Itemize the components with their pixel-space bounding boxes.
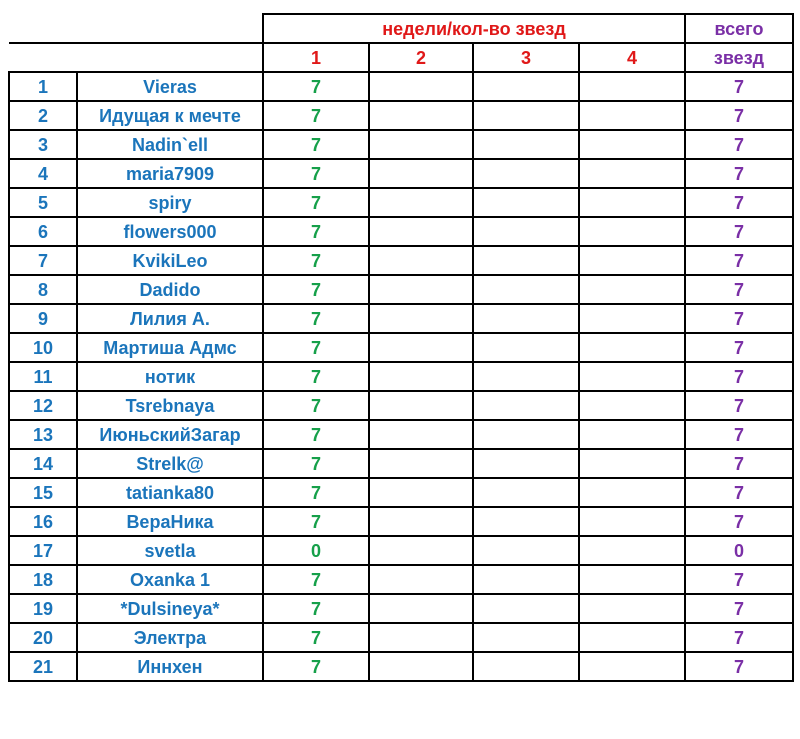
row-number: 17 (9, 536, 77, 565)
week-stars-cell (369, 565, 473, 594)
participant-name: нотик (77, 362, 263, 391)
table-row (9, 217, 793, 246)
week-stars-cell (579, 130, 685, 159)
week-stars-cell (369, 420, 473, 449)
week-stars-cell: 7 (263, 362, 369, 391)
total-stars-cell: 0 (685, 536, 793, 565)
table-row (9, 565, 793, 594)
week-stars-cell (369, 275, 473, 304)
week-stars-cell (473, 536, 579, 565)
week-stars-cell (579, 594, 685, 623)
week-stars-cell (473, 333, 579, 362)
row-number: 21 (9, 652, 77, 681)
total-stars-cell: 7 (685, 623, 793, 652)
participant-name: Мартиша Адмс (77, 333, 263, 362)
header-row-2 (9, 43, 793, 72)
table-row (9, 72, 793, 101)
week-stars-cell (473, 246, 579, 275)
table-row (9, 130, 793, 159)
table-row (9, 188, 793, 217)
row-number: 2 (9, 101, 77, 130)
table-row (9, 420, 793, 449)
participant-name: Strelk@ (77, 449, 263, 478)
row-number: 18 (9, 565, 77, 594)
table-row (9, 304, 793, 333)
participant-name: KvikiLeo (77, 246, 263, 275)
week-stars-cell: 7 (263, 623, 369, 652)
participant-name: maria7909 (77, 159, 263, 188)
total-stars-cell: 7 (685, 478, 793, 507)
table-row (9, 159, 793, 188)
week-stars-cell (579, 159, 685, 188)
total-stars-cell: 7 (685, 449, 793, 478)
week-stars-cell (579, 536, 685, 565)
total-stars-cell: 7 (685, 130, 793, 159)
total-stars-cell: 7 (685, 217, 793, 246)
week-stars-cell (369, 623, 473, 652)
week-stars-cell (473, 130, 579, 159)
week-stars-cell (369, 72, 473, 101)
table-row (9, 391, 793, 420)
week-stars-cell: 7 (263, 333, 369, 362)
row-number: 20 (9, 623, 77, 652)
week-stars-cell: 7 (263, 449, 369, 478)
week-stars-cell (369, 333, 473, 362)
participant-name: Nadin`ell (77, 130, 263, 159)
week-stars-cell (579, 420, 685, 449)
participant-name: Tsrebnaya (77, 391, 263, 420)
week-stars-cell (473, 391, 579, 420)
table-row (9, 362, 793, 391)
week-stars-cell (369, 507, 473, 536)
total-stars-cell: 7 (685, 594, 793, 623)
weeks-header: недели/кол-во звезд (263, 14, 685, 43)
week-stars-cell (369, 449, 473, 478)
week-stars-cell (369, 536, 473, 565)
week-stars-cell (369, 101, 473, 130)
week-stars-cell (473, 652, 579, 681)
week-stars-cell (579, 246, 685, 275)
week-stars-cell (579, 391, 685, 420)
week-stars-cell (473, 449, 579, 478)
week-number-header: 4 (579, 43, 685, 72)
week-stars-cell (369, 188, 473, 217)
participant-name: Dadido (77, 275, 263, 304)
total-stars-cell: 7 (685, 101, 793, 130)
participant-name: ВераНика (77, 507, 263, 536)
row-number: 4 (9, 159, 77, 188)
week-number-header: 1 (263, 43, 369, 72)
stars-table (8, 13, 794, 682)
week-stars-cell (579, 275, 685, 304)
participant-name: Лилия А. (77, 304, 263, 333)
week-stars-cell (473, 217, 579, 246)
week-stars-cell (369, 246, 473, 275)
total-stars-cell: 7 (685, 420, 793, 449)
week-stars-cell: 7 (263, 420, 369, 449)
week-stars-cell (369, 478, 473, 507)
total-stars-cell: 7 (685, 565, 793, 594)
week-stars-cell: 7 (263, 304, 369, 333)
week-stars-cell (473, 565, 579, 594)
week-stars-cell (579, 333, 685, 362)
row-number: 16 (9, 507, 77, 536)
blank-cell (9, 14, 77, 43)
week-stars-cell (579, 188, 685, 217)
week-stars-cell (473, 507, 579, 536)
week-stars-cell: 7 (263, 130, 369, 159)
blank-cell (77, 43, 263, 72)
week-stars-cell (473, 594, 579, 623)
row-number: 11 (9, 362, 77, 391)
table-row (9, 507, 793, 536)
week-stars-cell (369, 304, 473, 333)
table-row (9, 478, 793, 507)
week-stars-cell: 7 (263, 101, 369, 130)
row-number: 1 (9, 72, 77, 101)
participant-name: Электра (77, 623, 263, 652)
row-number: 8 (9, 275, 77, 304)
week-stars-cell: 7 (263, 159, 369, 188)
week-stars-cell (579, 449, 685, 478)
participant-name: spiry (77, 188, 263, 217)
week-stars-cell (579, 507, 685, 536)
week-stars-cell (473, 159, 579, 188)
total-stars-cell: 7 (685, 72, 793, 101)
week-stars-cell (473, 188, 579, 217)
week-stars-cell (369, 362, 473, 391)
week-stars-cell: 7 (263, 275, 369, 304)
table-row (9, 652, 793, 681)
table-row (9, 623, 793, 652)
total-header-line1: всего (685, 14, 793, 43)
row-number: 7 (9, 246, 77, 275)
total-stars-cell: 7 (685, 507, 793, 536)
row-number: 19 (9, 594, 77, 623)
table-row (9, 275, 793, 304)
week-stars-cell: 7 (263, 507, 369, 536)
table-row (9, 536, 793, 565)
total-header-line2: звезд (685, 43, 793, 72)
week-stars-cell (473, 420, 579, 449)
row-number: 15 (9, 478, 77, 507)
participant-name: *Dulsineya* (77, 594, 263, 623)
row-number: 12 (9, 391, 77, 420)
week-stars-cell: 7 (263, 652, 369, 681)
week-stars-cell (473, 304, 579, 333)
week-stars-cell: 0 (263, 536, 369, 565)
table-row (9, 333, 793, 362)
week-stars-cell (579, 565, 685, 594)
week-stars-cell (473, 72, 579, 101)
participant-name: svetla (77, 536, 263, 565)
participant-name: Иннхен (77, 652, 263, 681)
total-stars-cell: 7 (685, 362, 793, 391)
week-number-header: 3 (473, 43, 579, 72)
total-stars-cell: 7 (685, 188, 793, 217)
participant-name: flowers000 (77, 217, 263, 246)
week-stars-cell (579, 478, 685, 507)
week-number-header: 2 (369, 43, 473, 72)
row-number: 3 (9, 130, 77, 159)
week-stars-cell (579, 304, 685, 333)
week-stars-cell: 7 (263, 565, 369, 594)
week-stars-cell (369, 391, 473, 420)
table-row (9, 246, 793, 275)
week-stars-cell: 7 (263, 594, 369, 623)
blank-cell (9, 43, 77, 72)
row-number: 6 (9, 217, 77, 246)
participant-name: tatianka80 (77, 478, 263, 507)
total-stars-cell: 7 (685, 391, 793, 420)
week-stars-cell: 7 (263, 391, 369, 420)
week-stars-cell (369, 594, 473, 623)
row-number: 9 (9, 304, 77, 333)
week-stars-cell (579, 623, 685, 652)
week-stars-cell: 7 (263, 72, 369, 101)
week-stars-cell (473, 362, 579, 391)
week-stars-cell (473, 101, 579, 130)
week-stars-cell (369, 130, 473, 159)
total-stars-cell: 7 (685, 159, 793, 188)
row-number: 5 (9, 188, 77, 217)
table-row (9, 101, 793, 130)
row-number: 10 (9, 333, 77, 362)
week-stars-cell (579, 217, 685, 246)
week-stars-cell (369, 652, 473, 681)
week-stars-cell (369, 217, 473, 246)
participant-name: ИюньскийЗагар (77, 420, 263, 449)
week-stars-cell (473, 623, 579, 652)
week-stars-cell (579, 72, 685, 101)
week-stars-cell: 7 (263, 188, 369, 217)
week-stars-cell (369, 159, 473, 188)
participant-name: Vieras (77, 72, 263, 101)
total-stars-cell: 7 (685, 333, 793, 362)
week-stars-cell: 7 (263, 478, 369, 507)
table-row (9, 594, 793, 623)
total-stars-cell: 7 (685, 652, 793, 681)
week-stars-cell (579, 652, 685, 681)
total-stars-cell: 7 (685, 246, 793, 275)
blank-cell (77, 14, 263, 43)
participant-name: Идущая к мечте (77, 101, 263, 130)
header-row-1 (9, 14, 793, 43)
week-stars-cell (579, 101, 685, 130)
total-stars-cell: 7 (685, 275, 793, 304)
week-stars-cell: 7 (263, 246, 369, 275)
week-stars-cell (473, 478, 579, 507)
table-row (9, 449, 793, 478)
total-stars-cell: 7 (685, 304, 793, 333)
row-number: 13 (9, 420, 77, 449)
week-stars-cell: 7 (263, 217, 369, 246)
participant-name: Охаnka 1 (77, 565, 263, 594)
week-stars-cell (579, 362, 685, 391)
week-stars-cell (473, 275, 579, 304)
row-number: 14 (9, 449, 77, 478)
